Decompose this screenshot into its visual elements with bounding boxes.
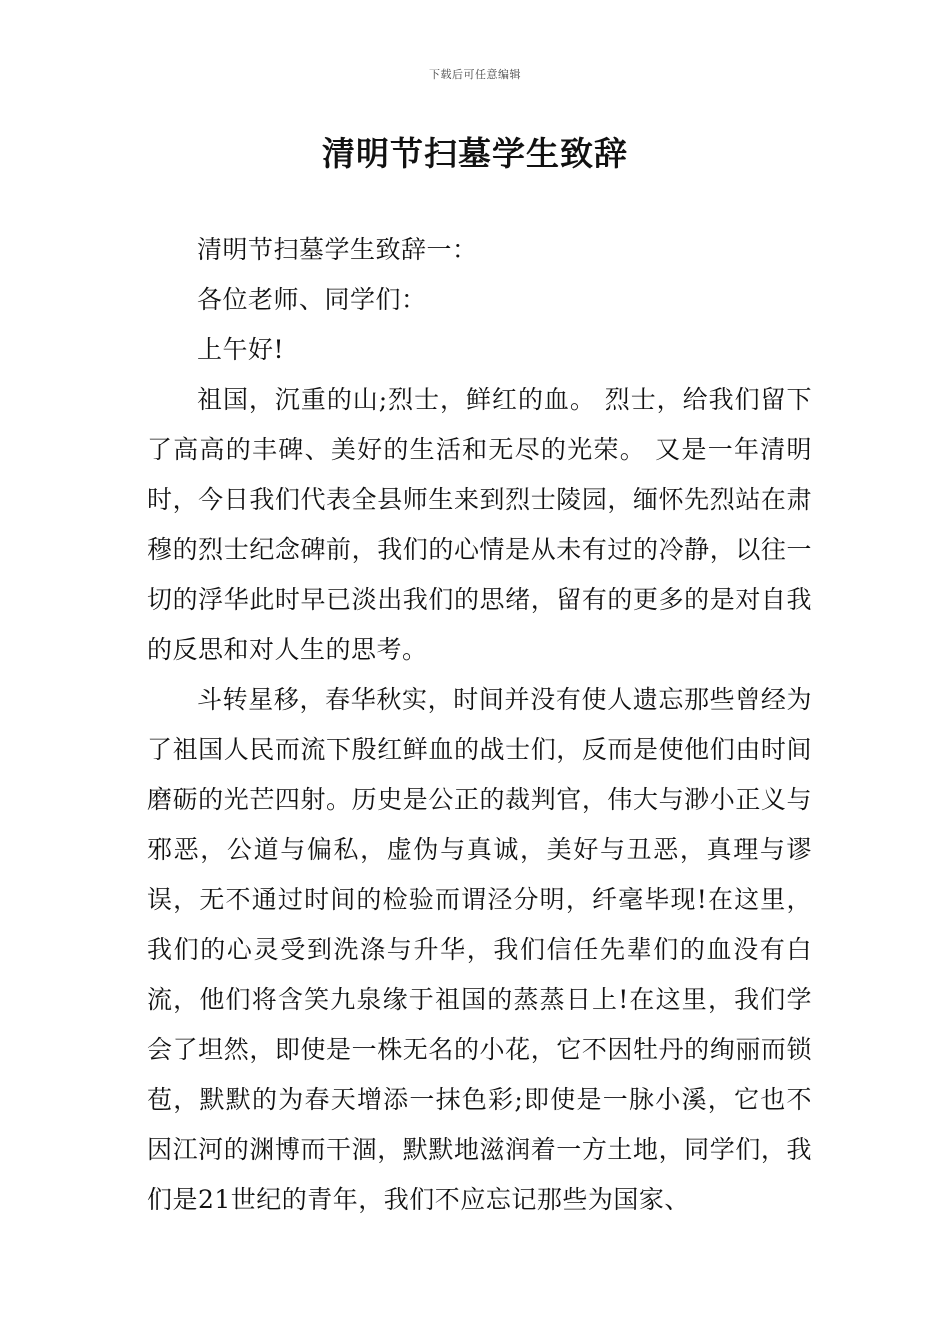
- speech-subtitle: 清明节扫墓学生致辞一：: [197, 235, 478, 264]
- document-body: [147, 225, 812, 1225]
- document-title: 清明节扫墓学生致辞: [322, 134, 628, 173]
- page-header-note: 下载后可任意编辑: [429, 68, 521, 81]
- body-paragraph: 祖国，沉重的山;烈士，鲜红的血。 烈士，给我们留下了高高的丰碑、美好的生活和无尽的光荣。 又是一年清明时，今日我们代表全县师生来到烈士陵园，缅怀先烈站在肃穆的烈士纪念碑前，我们的心情是从未有过的冷静，以往一切的浮华此时早已淡出我们的思绪，留有的更多的是对自我的反思和对人生的思考。: [147, 385, 812, 664]
- greeting: 上午好!: [197, 335, 285, 364]
- salutation: 各位老师、同学们：: [197, 285, 427, 314]
- body-paragraph: 斗转星移，春华秋实，时间并没有使人遗忘那些曾经为了祖国人民而流下殷红鲜血的战士们，反而是使他们由时间磨砺的光芒四射。历史是公正的裁判官，伟大与渺小正义与邪恶，公道与偏私，虚伪与真诚，美好与丑恶，真理与谬误，无不通过时间的检验而谓泾分明，纤毫毕现!在这里，我们的心灵受到洗涤与升华，我们信任先辈们的血没有白流，他们将含笑九泉缘于祖国的蒸蒸日上!在这里，我们学会了坦然，即使是一株无名的小花，它不因牡丹的绚丽而锁苞，默默的为春天增添一抹色彩;即使是一脉小溪，它也不因江河的渊博而干涸，默默地滋润着一方土地，同学们，我们是21世纪的青年，我们不应忘记那些为国家、: [147, 685, 812, 1214]
